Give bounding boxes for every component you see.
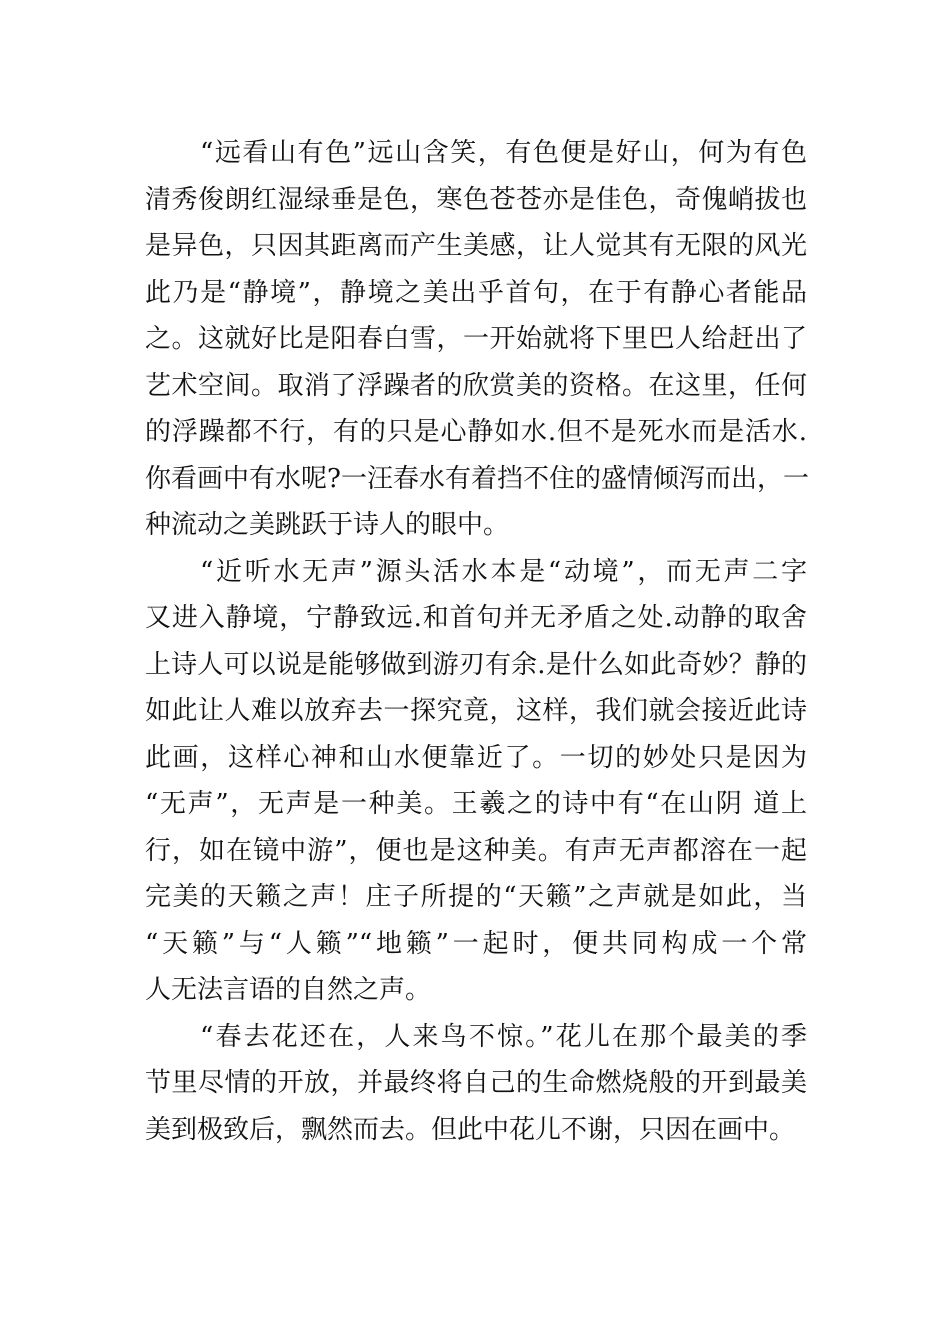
text-line: 人无法言语的自然之声。 — [145, 975, 432, 1005]
text-line: 完美的天籁之声！庄子所提的“天籁”之声就是如此，当 — [145, 882, 807, 912]
paragraph — [145, 1014, 807, 1154]
text-line: 是异色，只因其距离而产生美感，让人觉其有无限的风光 — [145, 231, 807, 261]
paragraph — [145, 130, 807, 549]
text-line: “近听水无声”源头活水本是“动境”，而无声二字 — [200, 556, 807, 587]
text-line: 艺术空间。取消了浮躁者的欣赏美的资格。在这里，任何 — [145, 370, 807, 401]
text-line: 如此让人难以放弃去一探究竟，这样，我们就会接近此诗 — [145, 696, 807, 726]
text-line: 又进入静境，宁静致远.和首句并无矛盾之处.动静的取舍 — [145, 603, 807, 633]
text-line: “远看山有色”远山含笑，有色便是好山，何为有色 — [200, 138, 807, 168]
text-line: 你看画中有水呢?一汪春水有着挡不住的盛情倾泻而出，一 — [145, 463, 809, 494]
text-line: 的浮躁都不行，有的只是心静如水.但不是死水而是活水. — [145, 417, 807, 447]
text-line: “无声”，无声是一种美。王羲之的诗中有“在山阴 道上 — [145, 789, 807, 819]
text-line: 清秀俊朗红湿绿垂是色，寒色苍苍亦是佳色，奇傀峭拔也 — [145, 184, 807, 215]
text-line: 行，如在镜中游”，便也是这种美。有声无声都溶在一起 — [145, 835, 807, 866]
text-line: 上诗人可以说是能够做到游刃有余.是什么如此奇妙？静的 — [145, 649, 807, 680]
paragraph — [145, 549, 807, 1014]
text-line: 节里尽情的开放，并最终将自己的生命燃烧般的开到最美 — [145, 1068, 807, 1098]
text-line: “天籁”与“人籁”“地籁”一起时，便共同构成一个常 — [145, 928, 807, 959]
text-line: 之。这就好比是阳春白雪，一开始就将下里巴人给赶出了 — [145, 324, 807, 354]
text-line: “春去花还在，人来鸟不惊。”花儿在那个最美的季 — [200, 1021, 807, 1052]
document-body — [145, 130, 807, 1153]
text-line: 此画，这样心神和山水便靠近了。一切的妙处只是因为 — [145, 742, 807, 773]
text-line: 此乃是“静境”，静境之美出乎首句，在于有静心者能品 — [145, 277, 807, 308]
text-line: 美到极致后，飘然而去。但此中花儿不谢，只因在画中。 — [145, 1114, 796, 1145]
text-line: 种流动之美跳跃于诗人的眼中。 — [145, 510, 510, 540]
